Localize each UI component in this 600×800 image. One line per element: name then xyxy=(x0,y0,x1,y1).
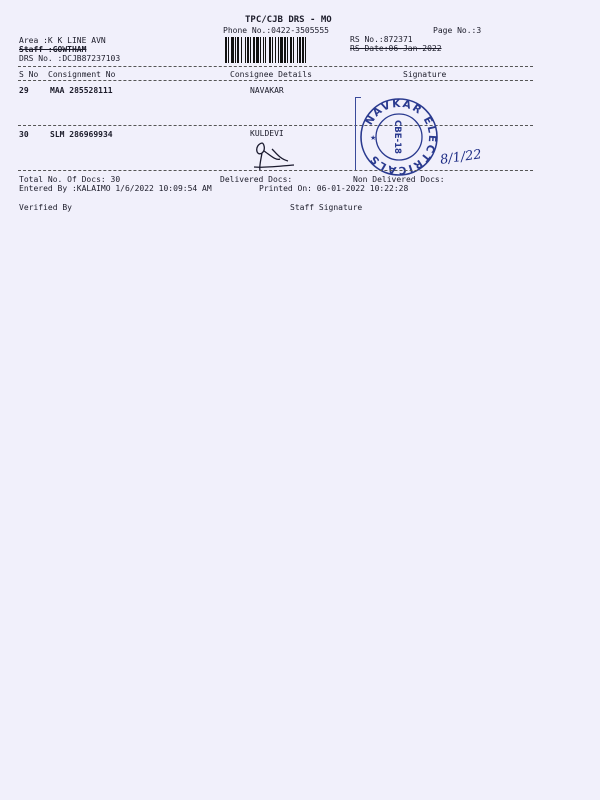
page-number: Page No.:3 xyxy=(433,26,482,35)
rs-date: RS Date:06-Jan-2022 xyxy=(350,44,442,53)
divider xyxy=(18,66,533,67)
entered-by: Entered By :KALAIMO 1/6/2022 10:09:54 AM xyxy=(19,184,212,193)
delivered-docs: Delivered Docs: xyxy=(220,175,293,184)
column-header-sno: S No xyxy=(19,70,39,79)
handwritten-date: 8/1/22 xyxy=(439,147,483,168)
handwritten-signature xyxy=(250,137,300,173)
divider xyxy=(18,170,533,171)
non-delivered-docs: Non Delivered Docs: xyxy=(353,175,445,184)
svg-text:CBE-18: CBE-18 xyxy=(392,120,402,154)
area-label: Area :K K LINE AVN xyxy=(19,36,106,45)
svg-text:NAVKAR ELECTRICALS: NAVKAR ELECTRICALS xyxy=(363,97,439,177)
column-header-signature: Signature xyxy=(403,70,447,79)
row-consignee: NAVAKAR xyxy=(250,86,284,95)
staff-signature-label: Staff Signature xyxy=(290,203,363,212)
row-consignee: KULDEVI xyxy=(250,129,284,138)
drs-number: DRS No. :DCJB87237103 xyxy=(19,54,121,63)
printed-on: Printed On: 06-01-2022 10:22:28 xyxy=(259,184,409,193)
svg-text:★: ★ xyxy=(370,134,377,142)
doc-title: TPC/CJB DRS - MO xyxy=(245,15,332,25)
phone-number: Phone No.:0422-3505555 xyxy=(223,26,329,35)
navkar-stamp-seal xyxy=(358,96,440,178)
stamp-border xyxy=(355,97,356,171)
column-header-consignee: Consignee Details xyxy=(230,70,312,79)
barcode-graphic xyxy=(224,37,337,63)
verified-by-label: Verified By xyxy=(19,203,72,212)
rs-number: RS No.:872371 xyxy=(350,35,413,44)
total-docs: Total No. Of Docs: 30 xyxy=(19,175,121,184)
staff-label: Staff :GOWTHAM xyxy=(19,45,87,54)
column-header-consignment: Consignment No xyxy=(48,70,116,79)
row-consignment-no: MAA 285528111 xyxy=(50,86,113,95)
row-sno: 29 xyxy=(19,86,29,95)
divider xyxy=(18,125,533,126)
row-sno: 30 xyxy=(19,130,29,139)
divider xyxy=(18,80,533,81)
row-consignment-no: SLM 286969934 xyxy=(50,130,113,139)
